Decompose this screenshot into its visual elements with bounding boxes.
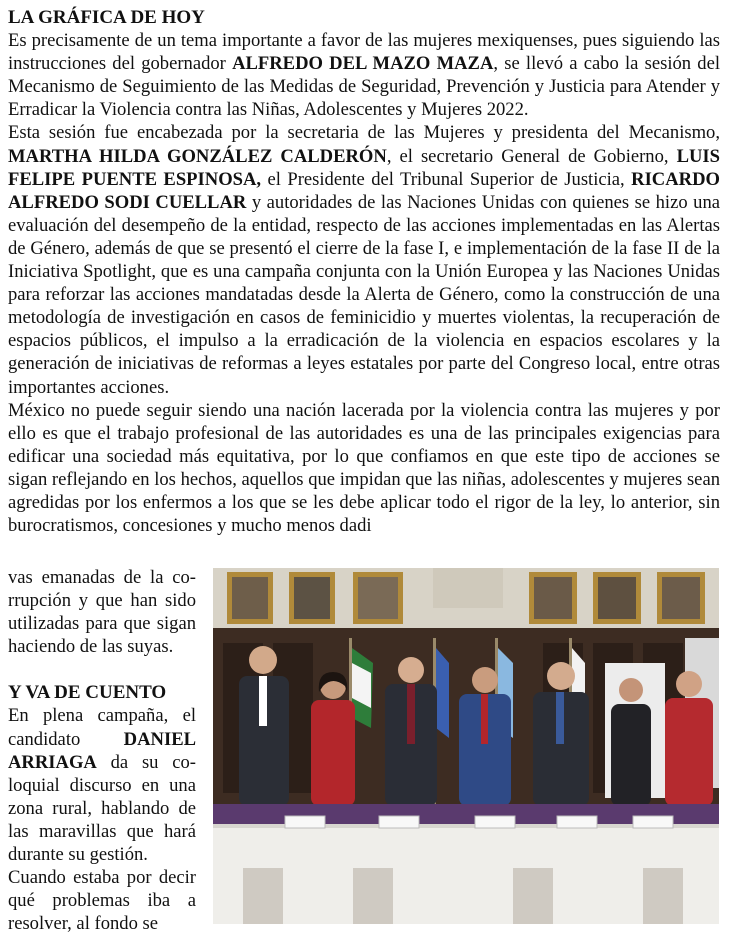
name-bold: LUIS FELIPE PUENTE ESPINOSA, [8, 145, 721, 190]
paragraph-3: México no puede seguir siendo una nación lacerada por la violencia contra las mujeres y por ello es que el trabajo profesional de las autoridades es una de las principales exigencias para edificar una sociedad más equitativa, por lo que confiamos en que este tipo de acciones se sigan reflejando en los hechos, aquellos que impidan que las niñas, adolescentes y mujeres sean agredidas por los enfermos a los que se les debe aplicar todo el rigor de la ley, lo anterior, sin burocratismos, concesiones y mucho menos dadi [8, 399, 720, 537]
paragraph-5: Cuando estaba por decir qué problemas iba a resolver, al fondo se [8, 867, 196, 935]
group-photo-icon [213, 568, 719, 924]
name-bold: MARTHA HILDA GONZÁLEZ CALDERÓN [8, 145, 387, 167]
name-bold: DANIEL ARRIAGA [8, 728, 196, 773]
section-heading-grafica: LA GRÁFICA DE HOY [8, 7, 205, 28]
paragraph-4: En plena campaña, el candidato DANIEL ARRIAGA da su coloquial discurso en una zona rural, hablando de las maravillas que hará durante su gestión. [8, 705, 196, 866]
paragraph-1: Es precisamente de un tema importante a favor de las mujeres mexiquenses, pues siguiendo las instrucciones del gobernador ALFREDO DEL MAZO MAZA, se llevó a cabo la sesión del Mecanismo de Seguimiento de las Medidas de Seguridad, Prevención y Justicia para Atender y Erradicar la Violencia contra las Niñas, Adolescentes y Mujeres 2022. [8, 30, 720, 121]
section-heading-cuento: Y VA DE CUENTO [8, 682, 167, 704]
group-photo [213, 568, 719, 924]
name-bold: ALFREDO DEL MAZO MAZA [232, 53, 494, 75]
paragraph-3-continued: vas emanadas de la corrupción y que han sido utilizadas para que sigan haciendo de las suyas. [8, 567, 196, 658]
name-bold: RICARDO ALFREDO SODI CUELLAR [8, 168, 720, 213]
paragraph-2: Esta sesión fue encabezada por la secretaria de las Mujeres y presidenta del Mecanismo, MARTHA HILDA GONZÁLEZ CALDERÓN, el secretario General de Gobierno, LUIS FELIPE PUENTE ESPINOSA, el Presidente del Tribunal Superior de Justicia, RICARDO ALFREDO SODI CUELLAR y autoridades de las Naciones Unidas con quienes se hizo una evaluación del desempeño de la entidad, respecto de las acciones implementadas en las Alertas de Género, además de que se presentó el cierre de la fase I, e implementación de la fase II de la Iniciativa Spotlight, que es una campaña conjunta con la Unión Europea y las Naciones Unidas para reforzar las acciones mandatadas desde la Alerta de Género, como la construcción de una metodología de investigación en casos de feminicidio y muertes violentas, la recuperación de espacios públicos, el impulso a la erradicación de la violencia en espacios escolares y la generación de iniciativas de reformas a leyes estatales por parte del Congreso local, entre otras importantes acciones. [8, 122, 721, 398]
narrow-column [8, 566, 196, 935]
main-column [8, 6, 720, 537]
